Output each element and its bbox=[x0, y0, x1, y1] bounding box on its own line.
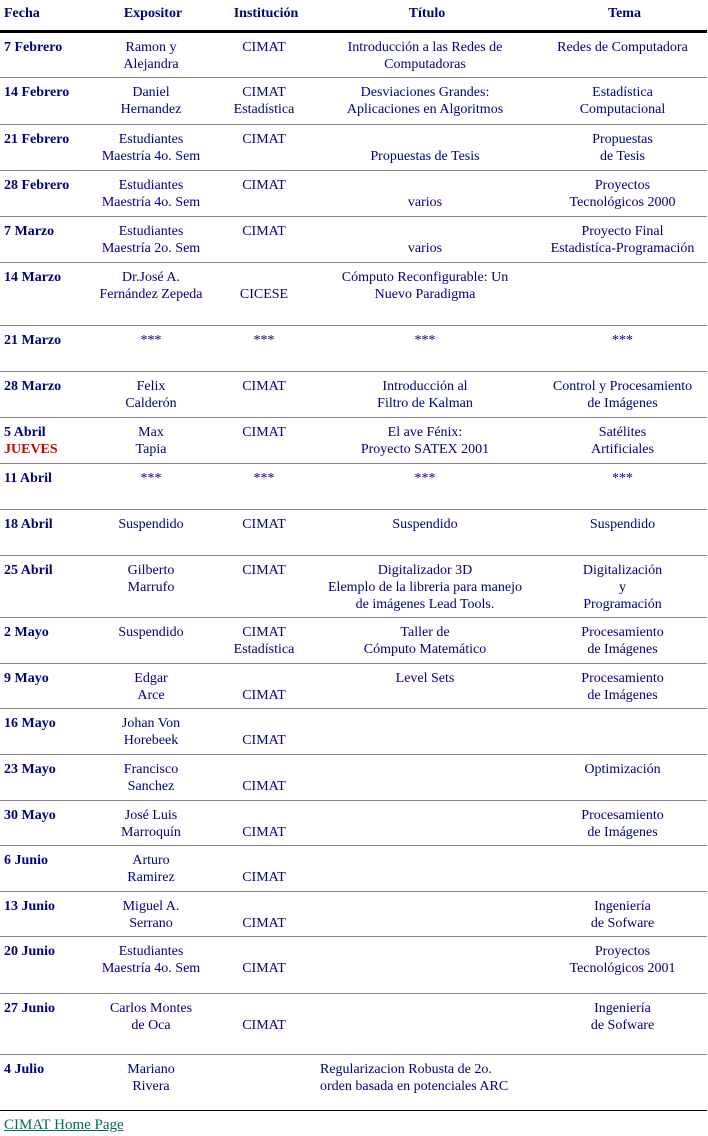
cell-fecha-line: 13 Junio bbox=[4, 898, 55, 914]
cell-titulo-line: Introducción a las Redes de bbox=[347, 39, 503, 55]
cell-institucion-line: CIMAT bbox=[242, 824, 286, 840]
header-expositor: Expositor bbox=[86, 0, 216, 31]
cell-institucion bbox=[216, 216, 312, 262]
cell-tema bbox=[538, 463, 707, 509]
cell-expositor-line: Estudiantes bbox=[118, 223, 184, 239]
cell-titulo-line: Elemplo de la libreria para manejo bbox=[328, 579, 522, 595]
cell-institucion-line: CIMAT bbox=[242, 732, 286, 748]
cell-fecha-line: 28 Febrero bbox=[4, 177, 70, 193]
cell-expositor-line: Felix bbox=[136, 378, 166, 394]
cell-fecha bbox=[0, 77, 86, 124]
cell-expositor-line: Arce bbox=[137, 687, 165, 703]
cell-expositor-line: Estudiantes bbox=[118, 943, 184, 959]
cell-tema-line: Artificiales bbox=[591, 441, 654, 457]
cell-expositor bbox=[86, 124, 216, 170]
cell-tema bbox=[538, 800, 707, 845]
cell-institucion-line bbox=[218, 807, 310, 824]
cell-fecha bbox=[0, 463, 86, 509]
cell-tema-line: Estadística bbox=[592, 84, 653, 100]
header-titulo: Título bbox=[312, 0, 538, 31]
cell-titulo-line: Aplicaciones en Algoritmos bbox=[346, 101, 504, 117]
cell-titulo bbox=[312, 509, 538, 555]
cell-expositor-line: Daniel bbox=[132, 84, 170, 100]
cell-expositor-line: Estudiantes bbox=[118, 177, 184, 193]
cell-tema-line: Computacional bbox=[579, 101, 666, 117]
cell-expositor-line: Hernandez bbox=[120, 101, 182, 117]
cell-tema bbox=[538, 993, 707, 1054]
cell-fecha bbox=[0, 216, 86, 262]
cell-tema-line: Programación bbox=[583, 596, 662, 612]
cell-expositor-line: Johan Von bbox=[121, 715, 181, 731]
table-row bbox=[0, 663, 707, 708]
cell-expositor-line: Calderón bbox=[125, 395, 177, 411]
cell-fecha bbox=[0, 262, 86, 325]
cell-institucion-line: Estadística bbox=[233, 641, 295, 657]
cell-titulo-line: Introducción al bbox=[382, 378, 468, 394]
cell-expositor bbox=[86, 216, 216, 262]
cell-tema-line: *** bbox=[612, 470, 633, 486]
cell-expositor-line: Suspendido bbox=[118, 516, 184, 532]
cell-institucion bbox=[216, 124, 312, 170]
cell-expositor-line: Alejandra bbox=[123, 56, 179, 72]
cell-tema-line: Tecnológicos 2001 bbox=[569, 960, 676, 976]
cell-institucion-line bbox=[218, 852, 310, 869]
cell-titulo bbox=[312, 993, 538, 1054]
cell-fecha-line: 14 Marzo bbox=[4, 269, 62, 285]
cell-institucion-line bbox=[218, 898, 310, 915]
cell-expositor bbox=[86, 262, 216, 325]
table-row bbox=[0, 509, 707, 555]
table-row bbox=[0, 555, 707, 617]
cell-tema-line: Procesamiento bbox=[581, 624, 664, 640]
cell-tema-line: de Sofware bbox=[590, 915, 655, 931]
cell-institucion-line: CIMAT bbox=[242, 131, 286, 147]
cell-fecha-line: 7 Febrero bbox=[4, 39, 63, 55]
cell-expositor-line: Tapia bbox=[135, 441, 167, 457]
cell-tema-line: Control y Procesamiento bbox=[552, 378, 693, 394]
cell-tema-line: Optimización bbox=[584, 761, 661, 777]
cell-expositor bbox=[86, 170, 216, 216]
cell-fecha-line: 21 Marzo bbox=[4, 332, 62, 348]
cell-tema-line: de Imágenes bbox=[587, 824, 658, 840]
table-row bbox=[0, 124, 707, 170]
header-institucion: Institución bbox=[216, 0, 312, 31]
cell-tema bbox=[538, 708, 707, 754]
cell-fecha bbox=[0, 936, 86, 993]
cell-tema-line: Satélites bbox=[598, 424, 647, 440]
cell-institucion-line: CIMAT bbox=[242, 223, 286, 239]
cell-fecha-line: 20 Junio bbox=[4, 943, 55, 959]
cell-tema bbox=[538, 936, 707, 993]
cell-institucion-line: CIMAT bbox=[242, 1017, 286, 1033]
cell-tema bbox=[538, 170, 707, 216]
cell-institucion bbox=[216, 845, 312, 891]
table-row bbox=[0, 77, 707, 124]
cell-expositor bbox=[86, 1054, 216, 1110]
cell-expositor-line: Arturo bbox=[132, 852, 170, 868]
cell-institucion-line: CIMAT bbox=[242, 960, 286, 976]
cell-titulo-line: Nuevo Paradigma bbox=[374, 286, 476, 302]
cell-institucion-line: CIMAT bbox=[242, 778, 286, 794]
table-row bbox=[0, 463, 707, 509]
table-row bbox=[0, 708, 707, 754]
cell-expositor bbox=[86, 31, 216, 77]
cell-tema bbox=[538, 77, 707, 124]
cell-expositor bbox=[86, 463, 216, 509]
cell-institucion-line: CIMAT bbox=[242, 562, 286, 578]
cell-tema bbox=[538, 262, 707, 325]
cell-expositor-line: Sanchez bbox=[127, 778, 175, 794]
table-row bbox=[0, 417, 707, 463]
cell-institucion bbox=[216, 800, 312, 845]
cell-expositor bbox=[86, 663, 216, 708]
cell-fecha-line: 25 Abril bbox=[4, 562, 53, 578]
cell-expositor-line: de Oca bbox=[131, 1017, 171, 1033]
cell-titulo bbox=[312, 555, 538, 617]
cell-institucion-line: CIMAT bbox=[242, 687, 286, 703]
cimat-home-link[interactable]: CIMAT Home Page bbox=[4, 1117, 124, 1133]
cell-institucion bbox=[216, 170, 312, 216]
cell-institucion bbox=[216, 891, 312, 936]
cell-expositor-line: Ramon y bbox=[125, 39, 177, 55]
cell-titulo-line: Cómputo Reconfigurable: Un bbox=[341, 269, 509, 285]
cell-expositor-line: Marroquín bbox=[121, 824, 181, 840]
cell-expositor-line: Maestría 4o. Sem bbox=[101, 960, 201, 976]
cell-expositor-line: Miguel A. bbox=[122, 898, 180, 914]
cell-institucion bbox=[216, 463, 312, 509]
cell-institucion bbox=[216, 617, 312, 663]
cell-expositor-line: Marrufo bbox=[127, 579, 175, 595]
cell-titulo-line: Level Sets bbox=[395, 670, 455, 686]
cell-tema bbox=[538, 509, 707, 555]
cell-fecha-line: 7 Marzo bbox=[4, 223, 55, 239]
cell-fecha-line: 14 Febrero bbox=[4, 84, 70, 100]
cell-institucion-line: CIMAT bbox=[242, 39, 286, 55]
schedule-body bbox=[0, 31, 707, 1110]
table-row bbox=[0, 617, 707, 663]
cell-tema-line: Procesamiento bbox=[581, 807, 664, 823]
cell-fecha-line: 18 Abril bbox=[4, 516, 53, 532]
cell-institucion bbox=[216, 31, 312, 77]
cell-fecha bbox=[0, 891, 86, 936]
cell-titulo bbox=[312, 936, 538, 993]
cell-titulo-line: Regularizacion Robusta de 2o. bbox=[320, 1061, 492, 1077]
cell-fecha bbox=[0, 845, 86, 891]
cell-fecha bbox=[0, 555, 86, 617]
cell-tema bbox=[538, 31, 707, 77]
cell-institucion bbox=[216, 262, 312, 325]
cell-fecha-line: 6 Junio bbox=[4, 852, 48, 868]
cell-titulo bbox=[312, 170, 538, 216]
cell-titulo-line bbox=[314, 223, 536, 240]
table-row bbox=[0, 800, 707, 845]
cell-institucion-line bbox=[218, 715, 310, 732]
cell-titulo-line: Propuestas de Tesis bbox=[370, 148, 480, 164]
cell-expositor-line: Francisco bbox=[123, 761, 179, 777]
cell-fecha bbox=[0, 124, 86, 170]
cell-institucion-line bbox=[218, 670, 310, 687]
cell-expositor-line: Estudiantes bbox=[118, 131, 184, 147]
cell-fecha-line: JUEVES bbox=[4, 441, 58, 457]
cell-fecha bbox=[0, 663, 86, 708]
cell-titulo bbox=[312, 463, 538, 509]
cell-titulo bbox=[312, 325, 538, 371]
cell-institucion-line: CIMAT bbox=[242, 378, 286, 394]
cell-institucion bbox=[216, 509, 312, 555]
cell-institucion-line: CIMAT bbox=[242, 516, 286, 532]
cell-tema-line: de Imágenes bbox=[587, 395, 658, 411]
cell-expositor-line: Rivera bbox=[132, 1078, 170, 1094]
cell-expositor bbox=[86, 555, 216, 617]
cell-expositor-line: *** bbox=[140, 470, 162, 486]
cell-tema bbox=[538, 1054, 707, 1110]
cell-expositor-line: Suspendido bbox=[118, 624, 184, 640]
cell-institucion bbox=[216, 663, 312, 708]
cell-tema-line: Estadistíca-Programación bbox=[550, 240, 695, 256]
table-row bbox=[0, 845, 707, 891]
cell-fecha bbox=[0, 708, 86, 754]
cell-expositor-line: Ramirez bbox=[127, 869, 175, 885]
cell-tema-line: *** bbox=[612, 332, 633, 348]
cell-tema bbox=[538, 417, 707, 463]
cell-tema-line: Proyecto Final bbox=[581, 223, 664, 239]
cell-expositor-line: Horebeek bbox=[123, 732, 179, 748]
cell-expositor bbox=[86, 77, 216, 124]
cell-titulo-line: Digitalizador 3D bbox=[377, 562, 473, 578]
cell-expositor bbox=[86, 371, 216, 417]
cell-expositor bbox=[86, 325, 216, 371]
cell-tema bbox=[538, 555, 707, 617]
cell-expositor-line: Mariano bbox=[127, 1061, 175, 1077]
cell-institucion-line bbox=[218, 761, 310, 778]
cell-titulo bbox=[312, 617, 538, 663]
cell-institucion-line: Estadística bbox=[233, 101, 295, 117]
cell-tema bbox=[538, 617, 707, 663]
cell-titulo-line bbox=[314, 131, 536, 148]
cell-expositor bbox=[86, 509, 216, 555]
cell-expositor-line: Gilberto bbox=[127, 562, 175, 578]
cell-institucion-line: CIMAT bbox=[242, 915, 286, 931]
cell-titulo bbox=[312, 708, 538, 754]
cell-tema-line: de Imágenes bbox=[587, 687, 658, 703]
cell-institucion bbox=[216, 77, 312, 124]
table-row bbox=[0, 31, 707, 77]
cell-institucion-line bbox=[218, 269, 310, 286]
cell-fecha-line: 4 Julio bbox=[4, 1061, 45, 1077]
cell-titulo-line: *** bbox=[414, 332, 436, 348]
cell-tema bbox=[538, 845, 707, 891]
cell-tema-line: Redes de Computadora bbox=[557, 39, 688, 55]
cell-fecha bbox=[0, 31, 86, 77]
cell-institucion bbox=[216, 1054, 312, 1110]
cell-titulo-line: de imágenes Lead Tools. bbox=[355, 596, 495, 612]
cell-titulo bbox=[312, 77, 538, 124]
cell-fecha-line: 11 Abril bbox=[4, 470, 52, 486]
cell-expositor bbox=[86, 936, 216, 993]
table-row bbox=[0, 216, 707, 262]
header-fecha: Fecha bbox=[0, 0, 86, 31]
cell-institucion-line: CICESE bbox=[239, 286, 289, 302]
table-row bbox=[0, 170, 707, 216]
cell-titulo bbox=[312, 891, 538, 936]
cell-fecha-line: 16 Mayo bbox=[4, 715, 56, 731]
cell-tema-line: Ingeniería bbox=[594, 898, 651, 914]
cell-expositor bbox=[86, 891, 216, 936]
cell-fecha-line: 2 Mayo bbox=[4, 624, 49, 640]
table-row bbox=[0, 936, 707, 993]
table-row bbox=[0, 1054, 707, 1110]
cell-expositor bbox=[86, 617, 216, 663]
cell-expositor-line: Maestría 4o. Sem bbox=[101, 148, 201, 164]
cell-titulo bbox=[312, 262, 538, 325]
cell-fecha bbox=[0, 509, 86, 555]
cell-tema-line: Proyectos bbox=[594, 177, 651, 193]
cell-titulo bbox=[312, 216, 538, 262]
cell-titulo-line: varios bbox=[407, 240, 443, 256]
table-row bbox=[0, 325, 707, 371]
cell-fecha bbox=[0, 754, 86, 800]
cell-tema-line: de Sofware bbox=[590, 1017, 655, 1033]
cell-titulo bbox=[312, 417, 538, 463]
cell-expositor bbox=[86, 800, 216, 845]
cell-institucion-line: CIMAT bbox=[242, 177, 286, 193]
table-row bbox=[0, 993, 707, 1054]
cell-titulo-line: Taller de bbox=[400, 624, 450, 640]
cell-titulo bbox=[312, 371, 538, 417]
cell-tema-line: Ingeniería bbox=[594, 1000, 651, 1016]
cell-titulo-line: orden basada en potenciales ARC bbox=[320, 1078, 509, 1094]
cell-titulo bbox=[312, 1054, 538, 1110]
cell-fecha bbox=[0, 617, 86, 663]
cell-fecha bbox=[0, 417, 86, 463]
table-row bbox=[0, 262, 707, 325]
cell-fecha bbox=[0, 371, 86, 417]
cell-fecha bbox=[0, 170, 86, 216]
cell-expositor bbox=[86, 708, 216, 754]
cell-expositor-line: Fernández Zepeda bbox=[99, 286, 203, 302]
cell-titulo-line: Suspendido bbox=[392, 516, 458, 532]
cell-tema-line: Suspendido bbox=[589, 516, 656, 532]
cell-institucion-line: CIMAT bbox=[242, 869, 286, 885]
cell-tema-line: Tecnológicos 2000 bbox=[569, 194, 676, 210]
cell-titulo-line: Cómputo Matemático bbox=[363, 641, 487, 657]
cell-titulo-line bbox=[314, 177, 536, 194]
cell-titulo-line: varios bbox=[407, 194, 443, 210]
cell-fecha-line: 21 Febrero bbox=[4, 131, 70, 147]
cell-titulo bbox=[312, 663, 538, 708]
table-row bbox=[0, 371, 707, 417]
cell-tema bbox=[538, 216, 707, 262]
cell-institucion bbox=[216, 708, 312, 754]
cell-fecha bbox=[0, 1054, 86, 1110]
cell-tema-line: Propuestas bbox=[592, 131, 653, 147]
cell-titulo bbox=[312, 124, 538, 170]
cell-expositor bbox=[86, 993, 216, 1054]
cell-institucion-line bbox=[218, 1000, 310, 1017]
cell-titulo-line: Proyecto SATEX 2001 bbox=[360, 441, 490, 457]
cell-tema-line: Digitalización bbox=[582, 562, 663, 578]
cell-tema bbox=[538, 371, 707, 417]
cell-institucion bbox=[216, 371, 312, 417]
table-row bbox=[0, 891, 707, 936]
cell-fecha-line: 28 Marzo bbox=[4, 378, 62, 394]
cell-institucion-line: CIMAT bbox=[242, 424, 286, 440]
cell-tema-line: Proyectos bbox=[594, 943, 651, 959]
cell-fecha-line: 27 Junio bbox=[4, 1000, 55, 1016]
cell-fecha-line: 30 Mayo bbox=[4, 807, 56, 823]
cell-titulo-line: Desviaciones Grandes: bbox=[360, 84, 490, 100]
cell-institucion bbox=[216, 325, 312, 371]
cell-tema bbox=[538, 124, 707, 170]
cell-expositor bbox=[86, 417, 216, 463]
cell-titulo bbox=[312, 31, 538, 77]
cell-expositor-line: Maestría 4o. Sem bbox=[101, 194, 201, 210]
cell-tema-line: y bbox=[619, 579, 626, 595]
cell-fecha bbox=[0, 325, 86, 371]
cell-institucion bbox=[216, 754, 312, 800]
cell-expositor-line: Edgar bbox=[134, 670, 168, 686]
cell-titulo bbox=[312, 754, 538, 800]
header-tema: Tema bbox=[538, 0, 707, 31]
cell-institucion-line: *** bbox=[253, 332, 275, 348]
cell-institucion-line: *** bbox=[253, 470, 275, 486]
cell-expositor-line: José Luis bbox=[124, 807, 178, 823]
cell-expositor bbox=[86, 754, 216, 800]
cell-fecha bbox=[0, 993, 86, 1054]
cell-titulo-line: *** bbox=[414, 470, 436, 486]
table-row bbox=[0, 754, 707, 800]
cell-expositor-line: Serrano bbox=[129, 915, 173, 931]
cell-tema bbox=[538, 891, 707, 936]
cell-titulo-line: El ave Fénix: bbox=[387, 424, 463, 440]
cell-tema-line: de Imágenes bbox=[587, 641, 658, 657]
cell-tema-line: de Tesis bbox=[599, 148, 646, 164]
cell-titulo-line: Computadoras bbox=[384, 56, 466, 72]
cell-titulo bbox=[312, 845, 538, 891]
cell-tema-line: Procesamiento bbox=[581, 670, 664, 686]
cell-titulo-line: Filtro de Kalman bbox=[377, 395, 473, 411]
cell-titulo bbox=[312, 800, 538, 845]
cell-institucion-line bbox=[218, 943, 310, 960]
cell-fecha-line: 23 Mayo bbox=[4, 761, 56, 777]
cell-tema bbox=[538, 754, 707, 800]
cell-institucion bbox=[216, 993, 312, 1054]
cell-tema bbox=[538, 325, 707, 371]
cell-institucion-line: CIMAT bbox=[242, 84, 286, 100]
cell-expositor-line: *** bbox=[140, 332, 162, 348]
cell-institucion bbox=[216, 936, 312, 993]
header-row bbox=[0, 0, 707, 31]
cell-expositor-line: Max bbox=[138, 424, 164, 440]
cell-expositor-line: Carlos Montes bbox=[109, 1000, 193, 1016]
cell-expositor-line: Dr.José A. bbox=[122, 269, 180, 285]
cell-expositor bbox=[86, 845, 216, 891]
cell-expositor-line: Maestría 2o. Sem bbox=[101, 240, 201, 256]
cell-institucion bbox=[216, 555, 312, 617]
cell-institucion-line: CIMAT bbox=[242, 624, 286, 640]
cell-fecha-line: 9 Mayo bbox=[4, 670, 49, 686]
cell-fecha bbox=[0, 800, 86, 845]
cell-tema bbox=[538, 663, 707, 708]
cell-institucion bbox=[216, 417, 312, 463]
cell-fecha-line: 5 Abril bbox=[4, 424, 46, 440]
